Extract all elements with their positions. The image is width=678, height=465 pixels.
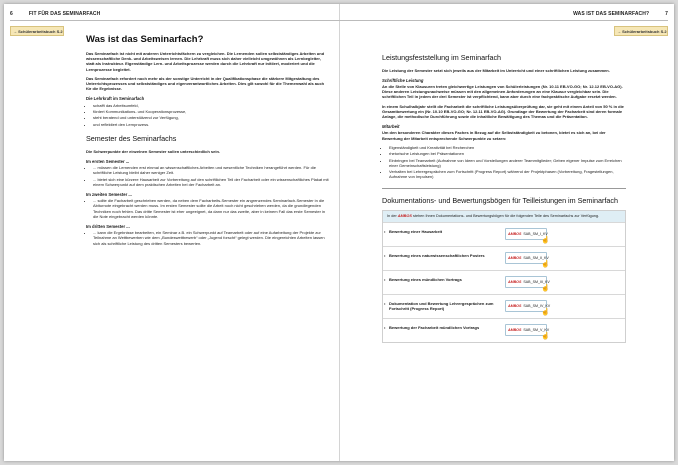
table-row xyxy=(383,318,625,342)
table-intro xyxy=(383,211,625,222)
hand-pointer-icon: ☝ xyxy=(541,284,550,292)
list-item: • Eigenständigkeit und Kreativität bei Recherchen xyxy=(389,145,626,150)
row-label: • Bewertung der Facharbeit mündlichen Vortrags xyxy=(389,325,499,330)
section-heading: Semester des Seminarfachs xyxy=(86,134,177,143)
list-item: • Verhalten bei Lehrergesprächen zum Fortschritt (Progress Report) während der Projektphasen (Vorbereitung, Fragestellungen, Aufnahme von Impulsen) xyxy=(389,169,626,179)
table-row xyxy=(383,246,625,270)
reference-tag-label: Schülerarbeitsbuch S.2 xyxy=(18,29,63,34)
subheading: Schriftliche Leistung xyxy=(382,77,424,83)
hand-pointer-icon: ☝ xyxy=(541,260,550,268)
header-rule xyxy=(10,20,668,21)
table-row xyxy=(383,270,625,294)
brand-logo: AMBOS xyxy=(508,303,522,308)
right-page-number: 7 xyxy=(665,11,668,17)
table-row xyxy=(383,294,625,318)
left-running-title: FIT FÜR DAS SEMINARFACH xyxy=(28,11,101,17)
book-spread xyxy=(4,4,674,461)
right-page-content xyxy=(382,34,626,343)
document-code: SAB_SM_III_KV xyxy=(523,279,550,284)
list-item: • schafft das Arbeitsumfeld, xyxy=(93,103,330,108)
document-code: SAB_SM_IV_KV xyxy=(523,303,551,308)
paragraph: An die Stelle von Klausuren treten gleichwertige Leistungen von Schülerleistungen (Nr. 10.11 EB-VO-GO; Nr. 12.12 EB-VO-AG). Diese anderen Leistungsnachweise müssen mit den allgemeinen Anforderungen an eine Klausur vergleichbar sein. Die schriftlichen Teil in jedem der drei Semester ist verpflichtend, kann aber durch eine fachpraktische Aufgabe ersetzt werden. xyxy=(382,83,623,100)
list-item: • ... kann die Ergebnisse bearbeiten, ein Seminar z.B. ein Schwerpunkt auf Teamarbeit oder auf eine Aufarbeitung der Projekte zur Teilnahme an Wettbewerben wie dem „Bundeswettbewerb“ oder „Jugend forscht“ gelegt werden. Die eingereichten Arbeiten lassen sich als schriftliche Leistung des dritten Semesters bewerten. xyxy=(93,230,330,246)
hand-pointer-icon: ☝ xyxy=(541,236,550,244)
row-label: • Dokumentation und Bewertung Lehrergesprächen zum Fortschritt (Progress Report) xyxy=(389,301,499,311)
brand-logo: AMBOS xyxy=(508,231,522,236)
paragraph: Die Leistung der Semester setzt sich jeweils aus der Mitarbeit im Unterricht und einer schriftlichen Leistung zusammen. xyxy=(382,67,610,73)
divider xyxy=(382,184,626,189)
page-fold xyxy=(339,4,340,461)
brand-logo: AMBOS xyxy=(397,214,412,219)
worksheet-table xyxy=(382,210,626,343)
semester-list xyxy=(86,198,330,219)
paragraph: Das Seminarfach erfordert noch mehr als der sonstige Unterricht in der Qualifikationsphase die stärkere Mitgestaltung des Unterrichtsprozesses und selbstständiges und eigenverantwortliches Arbeiten. Dies gilt sowohl für die Themenwahl als auch für die Ergebnisse. xyxy=(86,75,325,92)
semester-list xyxy=(86,230,330,246)
brand-logo: AMBOS xyxy=(508,327,522,332)
table-intro-post: stehen Ihnen Dokumentations- und Bewertungsbögen für die folgenden Teile des Seminarfachs zur Verfügung. xyxy=(412,214,600,219)
right-page-header xyxy=(573,11,668,17)
document-code: SAB_SM_I_KV xyxy=(523,231,548,236)
reference-tag-left[interactable] xyxy=(10,26,64,36)
hand-pointer-icon: ☝ xyxy=(541,308,550,316)
hand-pointer-icon: ☝ xyxy=(541,332,550,340)
list-item: • ... müssen die Lernenden erst einmal an wissenschaftliches Arbeiten und wesentliche Techniken herangeführt werden. Für die schriftliche Leistung bleibt daher weniger Zeit. xyxy=(93,165,330,175)
row-label: • Bewertung eines mündlichen Vortrags xyxy=(389,277,499,282)
section-heading: Leistungsfeststellung im Seminarfach xyxy=(382,53,502,62)
semester-heading: Im dritten Semester ... xyxy=(86,223,130,229)
list-item: • Einbringen bei Teamarbeit (Aufnahme von Ideen und Vorstellungen anderer Teammitglieder; Geben eigener Impulse zum Erreichen einer Gemeinschaftsleistung) xyxy=(389,158,626,168)
list-item: • fördert Kommunikations- und Kooperationsprozesse, xyxy=(93,109,330,114)
teacher-role-list xyxy=(86,103,330,127)
left-page-title: Was ist das Seminarfach? xyxy=(86,34,204,45)
list-item: • steht beratend und unterstützend zur Verfügung, xyxy=(93,115,330,120)
left-page-header xyxy=(10,11,100,17)
list-item: • ... sollte die Facharbeit geschrieben werden, da neben dem Facharbeits-Semester ein angrenzendes Seminarfach-Semester in die Abiturnote eingebracht werden muss. Im ersten Semester sollte die Arbeit noch nicht geschrieben werden, da die grundlegenden Techniken noch fehlen. Das dritte Semester ist eher ungeeignet, da dann nur das zweite, aber in keinem Fall das erste Semester in die Note eingebracht werden könnte. xyxy=(93,198,330,219)
paragraph: In einem Schulhalbjahr stellt die Facharbeit die schriftliche Leistungsüberprüfung dar, sie geht mit einem Anteil von 50 % in die Gesamtbewertung ein (Nr. 10.10 EB-VO-GO; Nr. 12.11 EB-VO-AG). Grundlage der Bewertung der Facharbeit sind deren formale Anlage, die methodische Durchführung sowie die inhaltliche Bewältigung des Themas und die Präsentation. xyxy=(382,103,624,119)
table-intro-pre: In der xyxy=(387,214,397,219)
list-item: • rhetorische Leistungen bei Präsentationen xyxy=(389,151,626,156)
semester-heading: Im ersten Semester ... xyxy=(86,158,130,164)
reference-tag-label: Schülerarbeitsbuch S.2 xyxy=(622,29,667,34)
list-item: • und reflektiert den Lernprozess. xyxy=(93,122,330,127)
paragraph: Um den besonderen Charakter dieses Faches in Bezug auf die Selbstständigkeit zu betonen, bietet es sich an, bei der Bewertung der Mitarbeit entsprechende Schwerpunkte zu setzen: xyxy=(382,130,606,141)
table-row xyxy=(383,222,625,246)
paragraph: Die Schwerpunkte der einzelnen Semester sollen unterschiedlich sein. xyxy=(86,148,221,154)
arrow-right-icon: → xyxy=(617,29,621,34)
row-label: • Bewertung einer Hausarbeit xyxy=(389,229,499,234)
subheading: Mitarbeit xyxy=(382,124,400,130)
document-code: SAB_SM_V_KV xyxy=(523,327,550,332)
arrow-right-icon: → xyxy=(13,29,17,34)
semester-heading: Im zweiten Semester ... xyxy=(86,191,132,197)
semester-list xyxy=(86,165,330,187)
assessment-list xyxy=(382,145,626,180)
intro-paragraph: Das Seminarfach ist nicht mit anderen Unterrichtsfächern zu vergleichen. Die Lernenden sollen selbstständiges Arbeiten und wissenschaftliche Denk- und Arbeitsweisen lernen. Die Lehrkraft muss sich daher vielleicht umgewöhnen als Lernbegleiter, statt als Instrukteur. Eigenständige Lern- und Arbeitsprozesse werden durch die Lehrkraft nur initiiert, moderiert und die Lernprozesse begleitet. xyxy=(86,51,325,72)
row-label: • Bewertung eines naturwissenschaftlichen Posters xyxy=(389,253,499,258)
left-page-content xyxy=(86,34,330,250)
document-code: SAB_SM_II_KV xyxy=(523,255,549,260)
right-running-title: WAS IST DAS SEMINARFACH? xyxy=(573,11,650,17)
list-heading: Die Lehrkraft im Seminarfach xyxy=(86,96,145,102)
list-item: • ... bietet sich eine kürzere Hausarbeit zur Vorbereitung auf den schriftlichen Teil der Facharbeit oder ein wissenschaftliches Plakat mit einem Schwerpunkt auf dem praktischen Arbeiten bei der Facharbeit an. xyxy=(93,177,330,187)
brand-logo: AMBOS xyxy=(508,279,522,284)
brand-logo: AMBOS xyxy=(508,255,522,260)
left-page-number: 6 xyxy=(10,11,13,17)
section-heading: Dokumentations- und Bewertungsbögen für Teilleistungen im Seminarfach xyxy=(382,195,618,205)
